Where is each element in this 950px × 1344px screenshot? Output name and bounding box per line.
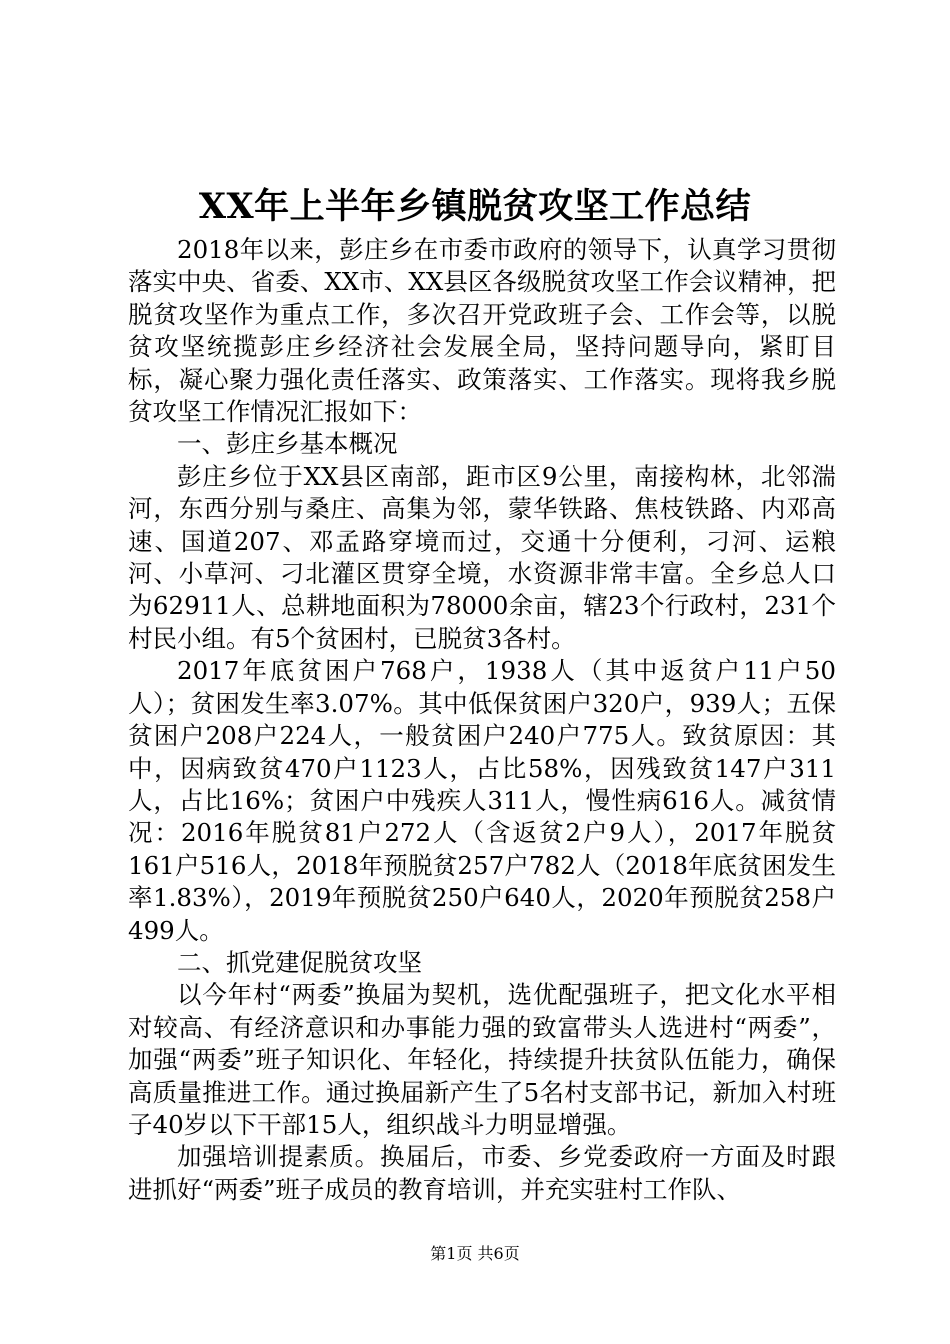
page-footer: 第1页 共6页 bbox=[430, 1244, 520, 1263]
paragraph-party-building: 以今年村“两委”换届为契机，选优配强班子，把文化水平相对较高、有经济意识和办事能力强的致富带头人选进村“两委”，加强“两委”班子知识化、年轻化，持续提升扶贫队伍能力，确保高质量推进工作。通过换届新产生了5名村支部书记，新加入村班子40岁以下干部15人，组织战斗力明显增强。 bbox=[128, 980, 836, 1139]
section-heading-2: 二、抓党建促脱贫攻坚 bbox=[177, 947, 422, 977]
document-body bbox=[128, 234, 836, 1206]
document-title: XX年上半年乡镇脱贫攻坚工作总结 bbox=[198, 186, 752, 227]
section-heading-1: 一、彭庄乡基本概况 bbox=[177, 429, 398, 459]
paragraph-overview: 彭庄乡位于XX县区南部，距市区9公里，南接构林，北邻湍河，东西分别与桑庄、高集为邻，蒙华铁路、焦枝铁路、内邓高速、国道207、邓孟路穿境而过，交通十分便利，刁河、运粮河、小草河、刁北灌区贯穿全境，水资源非常丰富。全乡总人口为62911人、总耕地面积为78000余亩，辖23个行政村，231个村民小组。有5个贫困村，已脱贫3各村。 bbox=[128, 461, 836, 653]
paragraph-intro: 2018年以来，彭庄乡在市委市政府的领导下，认真学习贯彻落实中央、省委、XX市、XX县区各级脱贫攻坚工作会议精神，把脱贫攻坚作为重点工作，多次召开党政班子会、工作会等，以脱贫攻坚统揽彭庄乡经济社会发展全局，坚持问题导向，紧盯目标，凝心聚力强化责任落实、政策落实、工作落实。现将我乡脱贫攻坚工作情况汇报如下： bbox=[128, 235, 836, 427]
paragraph-statistics: 2017年底贫困户768户，1938人（其中返贫户11户50人）；贫困发生率3.07%。其中低保贫困户320户，939人；五保贫困户208户224人，一般贫困户240户775人。致贫原因：其中，因病致贫470户1123人，占比58%，因残致贫147户311人，占比16%；贫困户中残疾人311人，慢性病616人。减贫情况：2016年脱贫81户272人（含返贫2户9人），2017年脱贫161户516人，2018年预脱贫257户782人（2018年底贫困发生率1.83%），2019年预脱贫250户640人，2020年预脱贫258户499人。 bbox=[128, 656, 836, 945]
paragraph-training: 加强培训提素质。换届后，市委、乡党委政府一方面及时跟进抓好“两委”班子成员的教育培训，并充实驻村工作队、 bbox=[128, 1142, 836, 1204]
